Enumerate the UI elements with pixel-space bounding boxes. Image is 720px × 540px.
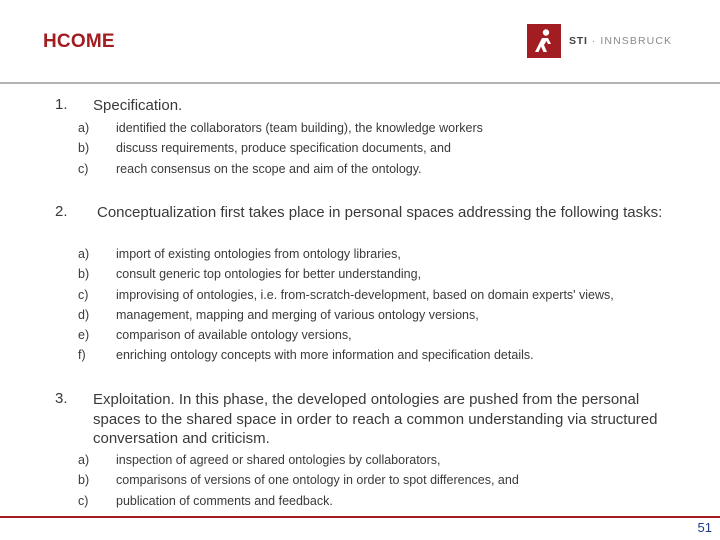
section-number: 1. — [55, 96, 68, 113]
section-1-list — [78, 118, 678, 179]
sti-logo-mark-icon — [527, 24, 561, 58]
header-rule — [0, 82, 720, 84]
item-text: discuss requirements, produce specification documents, and — [116, 141, 451, 156]
section-3-list — [78, 450, 678, 511]
logo-brand: STI — [569, 35, 588, 47]
slide-title: HCOME — [43, 31, 115, 52]
item-text: enriching ontology concepts with more information and specification details. — [116, 348, 534, 363]
item-text: identified the collaborators (team building), the knowledge workers — [116, 121, 483, 135]
item-letter: b) — [78, 473, 90, 488]
list-item — [78, 345, 678, 365]
item-letter: d) — [78, 307, 90, 322]
item-letter: c) — [78, 287, 89, 302]
section-heading: Conceptualization first takes place in personal spaces addressing the following tasks: — [97, 204, 663, 221]
item-text: reach consensus on the scope and aim of the ontology. — [116, 161, 422, 176]
list-item — [78, 159, 678, 179]
item-text: improvising of ontologies, i.e. from-scratch-development, based on domain experts' views, — [116, 287, 614, 302]
footer-rule — [0, 516, 720, 518]
item-text: import of existing ontologies from ontology libraries, — [116, 247, 401, 261]
item-text: comparison of available ontology versions, — [116, 328, 352, 343]
section-2-list — [78, 244, 678, 366]
item-letter: c) — [78, 161, 89, 176]
item-letter: a) — [78, 247, 90, 261]
list-item — [78, 138, 678, 158]
list-item — [78, 264, 678, 284]
list-item — [78, 285, 678, 305]
list-item — [78, 118, 678, 138]
list-item — [78, 325, 678, 345]
list-item — [78, 244, 678, 264]
item-letter: e) — [78, 328, 90, 343]
item-letter: a) — [78, 453, 90, 467]
list-item — [78, 450, 678, 470]
item-letter: b) — [78, 267, 90, 282]
sti-logo — [527, 24, 672, 58]
item-text: management, mapping and merging of various ontology versions, — [116, 307, 479, 322]
item-text: inspection of agreed or shared ontologies by collaborators, — [116, 453, 441, 467]
section-number: 2. — [55, 203, 68, 220]
list-item — [78, 491, 678, 511]
section-heading: Specification. — [93, 97, 183, 114]
logo-place: · INNSBRUCK — [591, 35, 673, 47]
item-letter: c) — [78, 493, 89, 508]
item-letter: f) — [78, 348, 86, 363]
section-heading: Exploitation. In this phase, the developed ontologies are pushed from the personal spaces to the shared space in order to reach a common understanding via structured conversation and criticism. — [93, 391, 658, 447]
item-text: comparisons of versions of one ontology in order to spot differences, and — [116, 473, 519, 488]
page-number: 51 — [697, 520, 712, 535]
item-letter: b) — [78, 141, 90, 156]
list-item — [78, 470, 678, 490]
item-text: publication of comments and feedback. — [116, 493, 333, 508]
section-number: 3. — [55, 390, 68, 407]
sti-logo-text — [569, 35, 672, 47]
item-text: consult generic top ontologies for better understanding, — [116, 267, 422, 282]
item-letter: a) — [78, 121, 90, 135]
list-item — [78, 305, 678, 325]
